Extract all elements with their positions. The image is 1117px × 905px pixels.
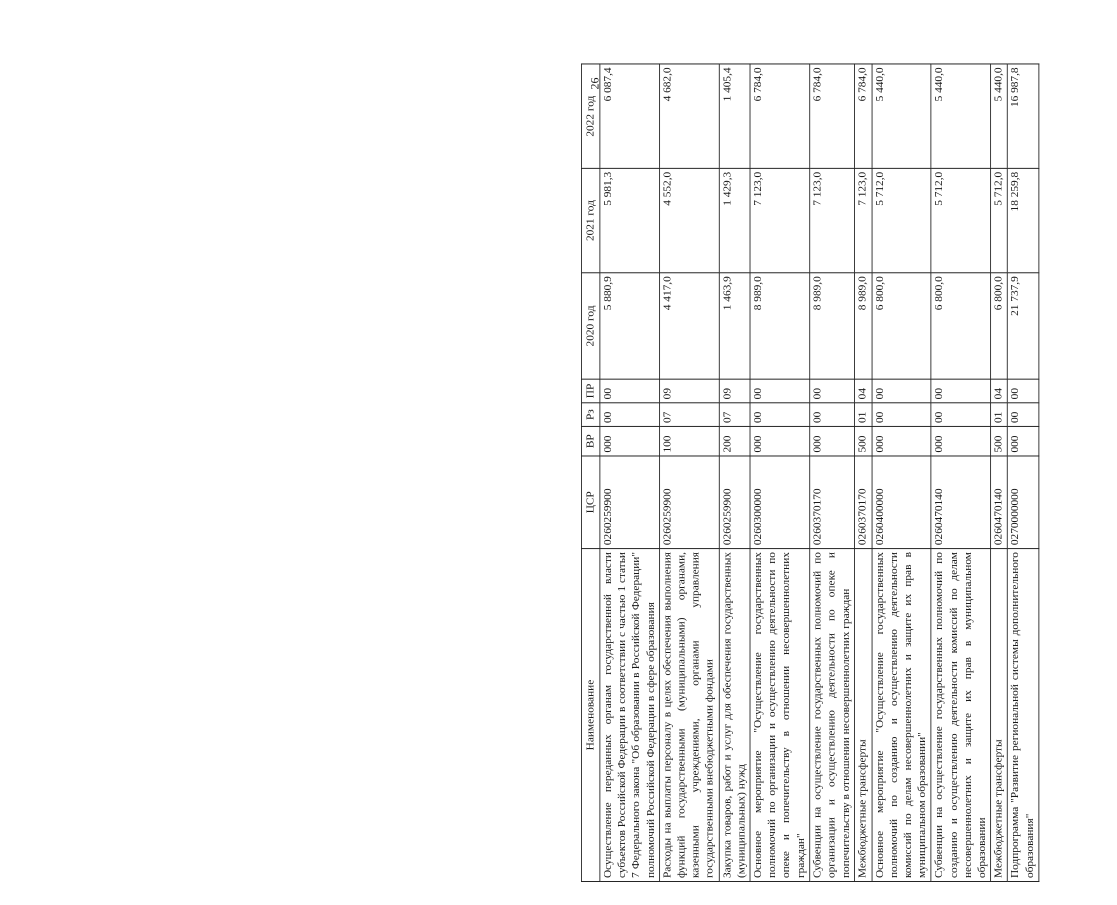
row-pr: 00 xyxy=(600,379,660,403)
row-name: Субвенции на осуществление государственных полномочий по организации и осуществлению деятельности по опеке и попечительству в отношении несовершеннолетних граждан xyxy=(810,549,855,882)
row-pr: 04 xyxy=(991,379,1008,403)
table-row xyxy=(855,64,872,882)
row-2020: 5 880,9 xyxy=(600,273,660,379)
row-name: Субвенции на осуществление государственных полномочий по созданию и осуществлению деятельности комиссий по делам несовершеннолетних и защите их прав в муниципальном образовании xyxy=(931,549,991,882)
row-vr: 000 xyxy=(810,426,855,456)
row-2022: 6 784,0 xyxy=(855,64,872,168)
row-2021: 7 123,0 xyxy=(750,168,810,272)
row-rz: 07 xyxy=(659,403,719,427)
row-2022: 4 682,0 xyxy=(659,64,719,168)
row-2022: 1 405,4 xyxy=(719,64,750,168)
row-vr: 500 xyxy=(991,426,1008,456)
table-row xyxy=(600,64,660,882)
table-row xyxy=(719,64,750,882)
table-row xyxy=(872,64,932,882)
table-row xyxy=(991,64,1008,882)
row-2021: 18 259,8 xyxy=(1008,168,1039,272)
row-2020: 6 800,0 xyxy=(991,273,1008,379)
row-2021: 5 712,0 xyxy=(931,168,991,272)
row-name: Подпрограмма "Развитие региональной системы дополнительного образования" xyxy=(1008,549,1039,882)
row-csr: 0260370170 xyxy=(855,456,872,549)
row-rz: 00 xyxy=(810,403,855,427)
row-2020: 6 800,0 xyxy=(872,273,932,379)
row-2022: 16 987,8 xyxy=(1008,64,1039,168)
row-rz: 01 xyxy=(991,403,1008,427)
row-2020: 8 989,0 xyxy=(750,273,810,379)
row-csr: 0260259900 xyxy=(719,456,750,549)
budget-table xyxy=(581,63,1039,882)
row-csr: 0260259900 xyxy=(600,456,660,549)
row-pr: 00 xyxy=(931,379,991,403)
row-vr: 000 xyxy=(600,426,660,456)
row-pr: 04 xyxy=(855,379,872,403)
row-2022: 5 440,0 xyxy=(991,64,1008,168)
row-name: Межбюджетные трансферты xyxy=(855,549,872,882)
row-rz: 07 xyxy=(719,403,750,427)
row-rz: 00 xyxy=(931,403,991,427)
row-2020: 21 737,9 xyxy=(1008,273,1039,379)
row-2021: 1 429,3 xyxy=(719,168,750,272)
table-row xyxy=(810,64,855,882)
header-2020: 2020 год xyxy=(581,273,599,379)
row-pr: 00 xyxy=(810,379,855,403)
row-name: Осуществление переданных органам государственной власти субъектов Российской Федерации в соответствии с частью 1 статьи 7 Федерального закона "Об образовании в Российской Федерации" полномочий Российской Федерации в сфере образования xyxy=(600,549,660,882)
row-name: Межбюджетные трансферты xyxy=(991,549,1008,882)
row-vr: 100 xyxy=(659,426,719,456)
row-pr: 00 xyxy=(1008,379,1039,403)
row-csr: 0260400000 xyxy=(872,456,932,549)
row-2020: 8 989,0 xyxy=(810,273,855,379)
row-vr: 000 xyxy=(1008,426,1039,456)
row-pr: 09 xyxy=(659,379,719,403)
row-csr: 0260470140 xyxy=(931,456,991,549)
row-2022: 5 440,0 xyxy=(931,64,991,168)
row-csr: 0270000000 xyxy=(1008,456,1039,549)
row-2021: 7 123,0 xyxy=(855,168,872,272)
row-rz: 00 xyxy=(872,403,932,427)
table-row xyxy=(1008,64,1039,882)
header-pr: ПР xyxy=(581,379,599,403)
row-rz: 00 xyxy=(600,403,660,427)
row-vr: 000 xyxy=(750,426,810,456)
row-vr: 200 xyxy=(719,426,750,456)
row-csr: 0260470140 xyxy=(991,456,1008,549)
table-row xyxy=(931,64,991,882)
row-2020: 6 800,0 xyxy=(931,273,991,379)
row-vr: 000 xyxy=(931,426,991,456)
row-2021: 5 712,0 xyxy=(991,168,1008,272)
row-pr: 09 xyxy=(719,379,750,403)
row-csr: 0260300000 xyxy=(750,456,810,549)
page-number: 26 xyxy=(587,77,602,90)
row-rz: 01 xyxy=(855,403,872,427)
row-name: Основное мероприятие "Осуществление государственных полномочий по организации и осуществлению деятельности по опеке и попечительству в отношении несовершеннолетних граждан" xyxy=(750,549,810,882)
row-csr: 0260370170 xyxy=(810,456,855,549)
row-2020: 8 989,0 xyxy=(855,273,872,379)
row-2021: 5 981,3 xyxy=(600,168,660,272)
row-rz: 00 xyxy=(1008,403,1039,427)
row-2020: 1 463,9 xyxy=(719,273,750,379)
row-2022: 6 784,0 xyxy=(810,64,855,168)
budget-table-rotated xyxy=(581,64,1117,882)
table-row xyxy=(659,64,719,882)
header-2022: 2022 год xyxy=(581,64,599,168)
header-rz: Рз xyxy=(581,403,599,427)
table-row xyxy=(750,64,810,882)
row-vr: 000 xyxy=(872,426,932,456)
row-name: Расходы на выплаты персоналу в целях обеспечения выполнения функций государственными (муниципальными) органами, казенными учреждениями, органами управления государственными внебюджетными фондами xyxy=(659,549,719,882)
row-2021: 7 123,0 xyxy=(810,168,855,272)
table-header-row xyxy=(581,64,599,882)
row-pr: 00 xyxy=(872,379,932,403)
row-2022: 5 440,0 xyxy=(872,64,932,168)
row-2022: 6 784,0 xyxy=(750,64,810,168)
row-name: Закупка товаров, работ и услуг для обеспечения государственных (муниципальных) нужд xyxy=(719,549,750,882)
row-vr: 500 xyxy=(855,426,872,456)
header-vr: ВР xyxy=(581,426,599,456)
header-csr: ЦСР xyxy=(581,456,599,549)
row-2022: 6 087,4 xyxy=(600,64,660,168)
row-rz: 00 xyxy=(750,403,810,427)
row-name: Основное мероприятие "Осуществление государственных полномочий по созданию и осуществлению деятельности комиссий по делам несовершеннолетних и защите их прав в муниципальном образовании" xyxy=(872,549,932,882)
header-2021: 2021 год xyxy=(581,168,599,272)
row-2020: 4 417,0 xyxy=(659,273,719,379)
row-2021: 5 712,0 xyxy=(872,168,932,272)
row-2021: 4 552,0 xyxy=(659,168,719,272)
row-csr: 0260259900 xyxy=(659,456,719,549)
row-pr: 00 xyxy=(750,379,810,403)
header-name: Наименование xyxy=(581,549,599,882)
